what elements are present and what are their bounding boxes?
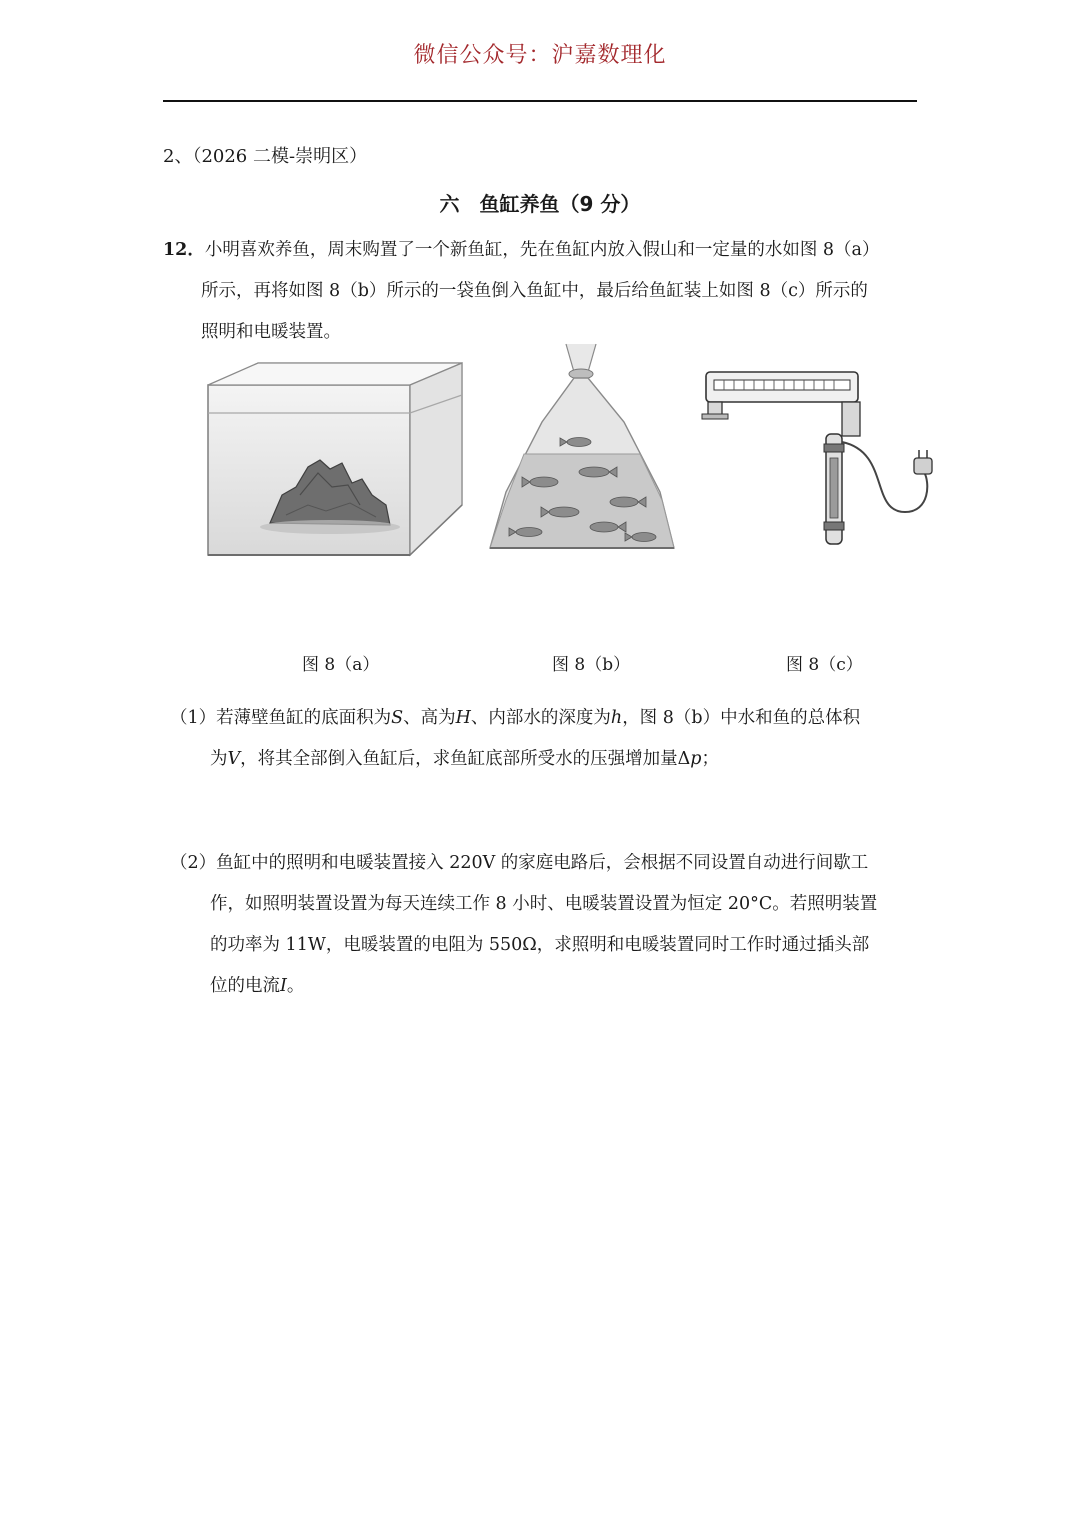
part1-text: ，图 8（b）中水和鱼的总体积 [622,708,861,728]
part1-text: 、高为 [403,708,456,728]
page-header-watermark: 微信公众号：沪嘉数理化 [413,43,667,68]
lamp-heater-figure [700,362,945,552]
question-line-2: 所示，再将如图 8（b）所示的一袋鱼倒入鱼缸中，最后给鱼缸装上如图 8（c）所示的 [201,281,868,301]
figure-caption-a: 图 8（a） [302,655,380,675]
figure-caption-b: 图 8（b） [552,655,631,675]
part1-text: ，将其全部倒入鱼缸后，求鱼缸底部所受水的压强增加量Δ [240,749,691,769]
fish-tank-figure [200,355,468,565]
question-line-1: 小明喜欢养鱼，周末购置了一个新鱼缸，先在鱼缸内放入假山和一定量的水如图 8（a） [204,240,880,260]
var-s: S [391,708,404,728]
question-number: 12． [163,240,205,260]
question-line-3: 照明和电暖装置。 [201,322,341,342]
var-p: p [690,749,702,769]
question-part-2 [170,843,925,1007]
part2-line-2: 作，如照明装置设置为每天连续工作 8 小时、电暖装置设置为恒定 20°C。若照明装置 [210,894,878,914]
question-source: 2、（2026 二模-崇明区） [163,146,368,167]
var-h-depth: h [610,708,623,728]
part1-text: ； [701,749,719,769]
question-part-1 [170,698,925,780]
part2-line-1: （2）鱼缸中的照明和电暖装置接入 220V 的家庭电路后，会根据不同设置自动进行间歇工 [170,853,869,873]
var-v: V [227,749,241,769]
part1-text: 、内部水的深度为 [470,708,611,728]
part2-text: 位的电流 [210,976,280,996]
fish-bag-figure [484,342,680,562]
part1-text: （1）若薄壁鱼缸的底面积为 [170,708,392,728]
part2-text: 。 [286,976,305,996]
var-i: I [280,976,287,996]
part1-text: 为 [210,749,228,769]
part2-line-4 [170,966,925,1007]
part2-line-3: 的功率为 11W，电暖装置的电阻为 550Ω，求照明和电暖装置同时工作时通过插头部 [210,935,870,955]
figure-caption-c: 图 8（c） [786,655,863,675]
question-stem [163,230,923,353]
header-divider [163,100,917,102]
var-h-height: H [455,708,471,728]
section-title: 六 鱼缸养鱼（9 分） [439,192,641,216]
part1-line-2 [170,739,925,780]
